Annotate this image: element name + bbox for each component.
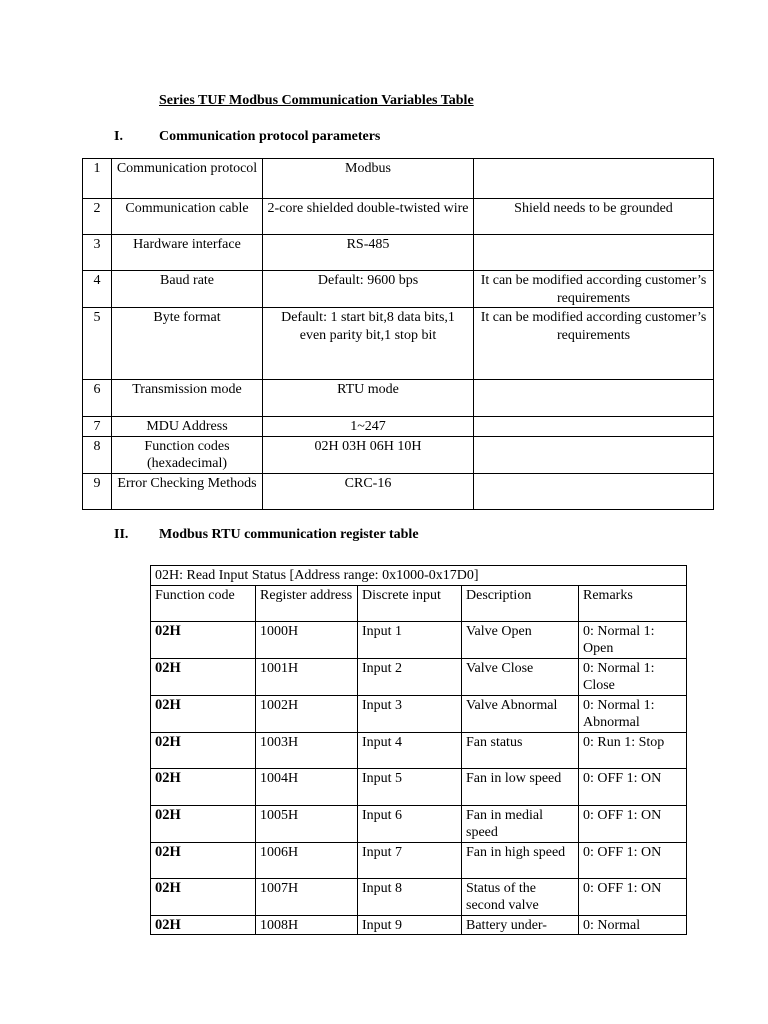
remarks: 0: Normal 1: Abnormal xyxy=(579,695,687,732)
parameter-name: Communication cable xyxy=(112,199,263,235)
table-row xyxy=(151,658,687,695)
register-table xyxy=(150,565,687,935)
discrete-input: Input 3 xyxy=(358,695,462,732)
row-number: 7 xyxy=(83,417,112,437)
parameter-value: Default: 9600 bps xyxy=(263,271,474,308)
table-row xyxy=(151,621,687,658)
parameter-note xyxy=(474,380,714,417)
register-address: 1007H xyxy=(256,878,358,915)
discrete-input: Input 6 xyxy=(358,805,462,842)
remarks: 0: OFF 1: ON xyxy=(579,805,687,842)
remarks: 0: OFF 1: ON xyxy=(579,878,687,915)
table-row xyxy=(83,271,714,308)
function-code: 02H xyxy=(151,878,256,915)
table-row xyxy=(151,732,687,768)
discrete-input: Input 7 xyxy=(358,842,462,878)
parameter-value: RS-485 xyxy=(263,235,474,271)
parameter-note xyxy=(474,473,714,509)
parameter-name: Function codes (hexadecimal) xyxy=(112,436,263,473)
discrete-input: Input 4 xyxy=(358,732,462,768)
section-number: I. xyxy=(114,129,123,144)
table-row xyxy=(83,417,714,437)
function-code: 02H xyxy=(151,915,256,935)
parameter-note xyxy=(474,159,714,199)
discrete-input: Input 8 xyxy=(358,878,462,915)
function-code: 02H xyxy=(151,695,256,732)
parameter-name: MDU Address xyxy=(112,417,263,437)
description: Fan in low speed xyxy=(462,768,579,805)
parameter-value: 02H 03H 06H 10H xyxy=(263,436,474,473)
function-code: 02H xyxy=(151,768,256,805)
register-address: 1006H xyxy=(256,842,358,878)
register-address: 1004H xyxy=(256,768,358,805)
table-row xyxy=(83,380,714,417)
parameter-name: Communication protocol xyxy=(112,159,263,199)
remarks: 0: OFF 1: ON xyxy=(579,842,687,878)
table-row xyxy=(83,436,714,473)
row-number: 6 xyxy=(83,380,112,417)
register-address: 1000H xyxy=(256,621,358,658)
row-number: 2 xyxy=(83,199,112,235)
description: Fan in high speed xyxy=(462,842,579,878)
table-row xyxy=(83,159,714,199)
function-code: 02H xyxy=(151,732,256,768)
section-title: Modbus RTU communication register table xyxy=(159,527,419,542)
discrete-input: Input 1 xyxy=(358,621,462,658)
table-row xyxy=(83,473,714,509)
parameter-name: Baud rate xyxy=(112,271,263,308)
parameter-name: Error Checking Methods xyxy=(112,473,263,509)
remarks: 0: OFF 1: ON xyxy=(579,768,687,805)
remarks: 0: Run 1: Stop xyxy=(579,732,687,768)
parameter-note: Shield needs to be grounded xyxy=(474,199,714,235)
function-code: 02H xyxy=(151,621,256,658)
parameter-note xyxy=(474,417,714,437)
column-header: Function code xyxy=(151,585,256,621)
parameter-value: Modbus xyxy=(263,159,474,199)
description: Valve Abnormal xyxy=(462,695,579,732)
table-row xyxy=(151,915,687,935)
parameter-name: Hardware interface xyxy=(112,235,263,271)
function-code: 02H xyxy=(151,805,256,842)
column-header: Description xyxy=(462,585,579,621)
row-number: 1 xyxy=(83,159,112,199)
column-header: Register address xyxy=(256,585,358,621)
description: Fan status xyxy=(462,732,579,768)
parameter-value: 1~247 xyxy=(263,417,474,437)
register-table-caption: 02H: Read Input Status [Address range: 0x1000-0x17D0] xyxy=(151,566,687,586)
table-header-row xyxy=(151,585,687,621)
function-code: 02H xyxy=(151,658,256,695)
column-header: Discrete input xyxy=(358,585,462,621)
section-number: II. xyxy=(114,527,129,542)
parameter-value: 2-core shielded double-twisted wire xyxy=(263,199,474,235)
remarks: 0: Normal 1: Open xyxy=(579,621,687,658)
table-row xyxy=(151,878,687,915)
document-title: Series TUF Modbus Communication Variables Table xyxy=(159,93,474,108)
table-row xyxy=(83,235,714,271)
register-address: 1008H xyxy=(256,915,358,935)
protocol-parameters-table xyxy=(82,158,714,510)
parameter-note: It can be modified according customer’s requirements xyxy=(474,271,714,308)
remarks: 0: Normal 1: Close xyxy=(579,658,687,695)
description: Fan in medial speed xyxy=(462,805,579,842)
parameter-value: Default: 1 start bit,8 data bits,1 even parity bit,1 stop bit xyxy=(263,308,474,380)
row-number: 9 xyxy=(83,473,112,509)
description: Status of the second valve xyxy=(462,878,579,915)
discrete-input: Input 2 xyxy=(358,658,462,695)
row-number: 4 xyxy=(83,271,112,308)
table-row xyxy=(83,308,714,380)
table-row xyxy=(83,199,714,235)
register-address: 1001H xyxy=(256,658,358,695)
table-row xyxy=(151,842,687,878)
remarks: 0: Normal xyxy=(579,915,687,935)
description: Valve Open xyxy=(462,621,579,658)
table-row xyxy=(151,805,687,842)
parameter-value: RTU mode xyxy=(263,380,474,417)
register-address: 1003H xyxy=(256,732,358,768)
table-caption-row xyxy=(151,566,687,586)
row-number: 8 xyxy=(83,436,112,473)
description: Battery under- xyxy=(462,915,579,935)
parameter-name: Transmission mode xyxy=(112,380,263,417)
row-number: 5 xyxy=(83,308,112,380)
table-row xyxy=(151,768,687,805)
discrete-input: Input 5 xyxy=(358,768,462,805)
parameter-name: Byte format xyxy=(112,308,263,380)
function-code: 02H xyxy=(151,842,256,878)
column-header: Remarks xyxy=(579,585,687,621)
parameter-value: CRC-16 xyxy=(263,473,474,509)
register-address: 1005H xyxy=(256,805,358,842)
row-number: 3 xyxy=(83,235,112,271)
table-row xyxy=(151,695,687,732)
discrete-input: Input 9 xyxy=(358,915,462,935)
section-title: Communication protocol parameters xyxy=(159,129,381,144)
parameter-note: It can be modified according customer’s requirements xyxy=(474,308,714,380)
parameter-note xyxy=(474,235,714,271)
register-address: 1002H xyxy=(256,695,358,732)
description: Valve Close xyxy=(462,658,579,695)
parameter-note xyxy=(474,436,714,473)
